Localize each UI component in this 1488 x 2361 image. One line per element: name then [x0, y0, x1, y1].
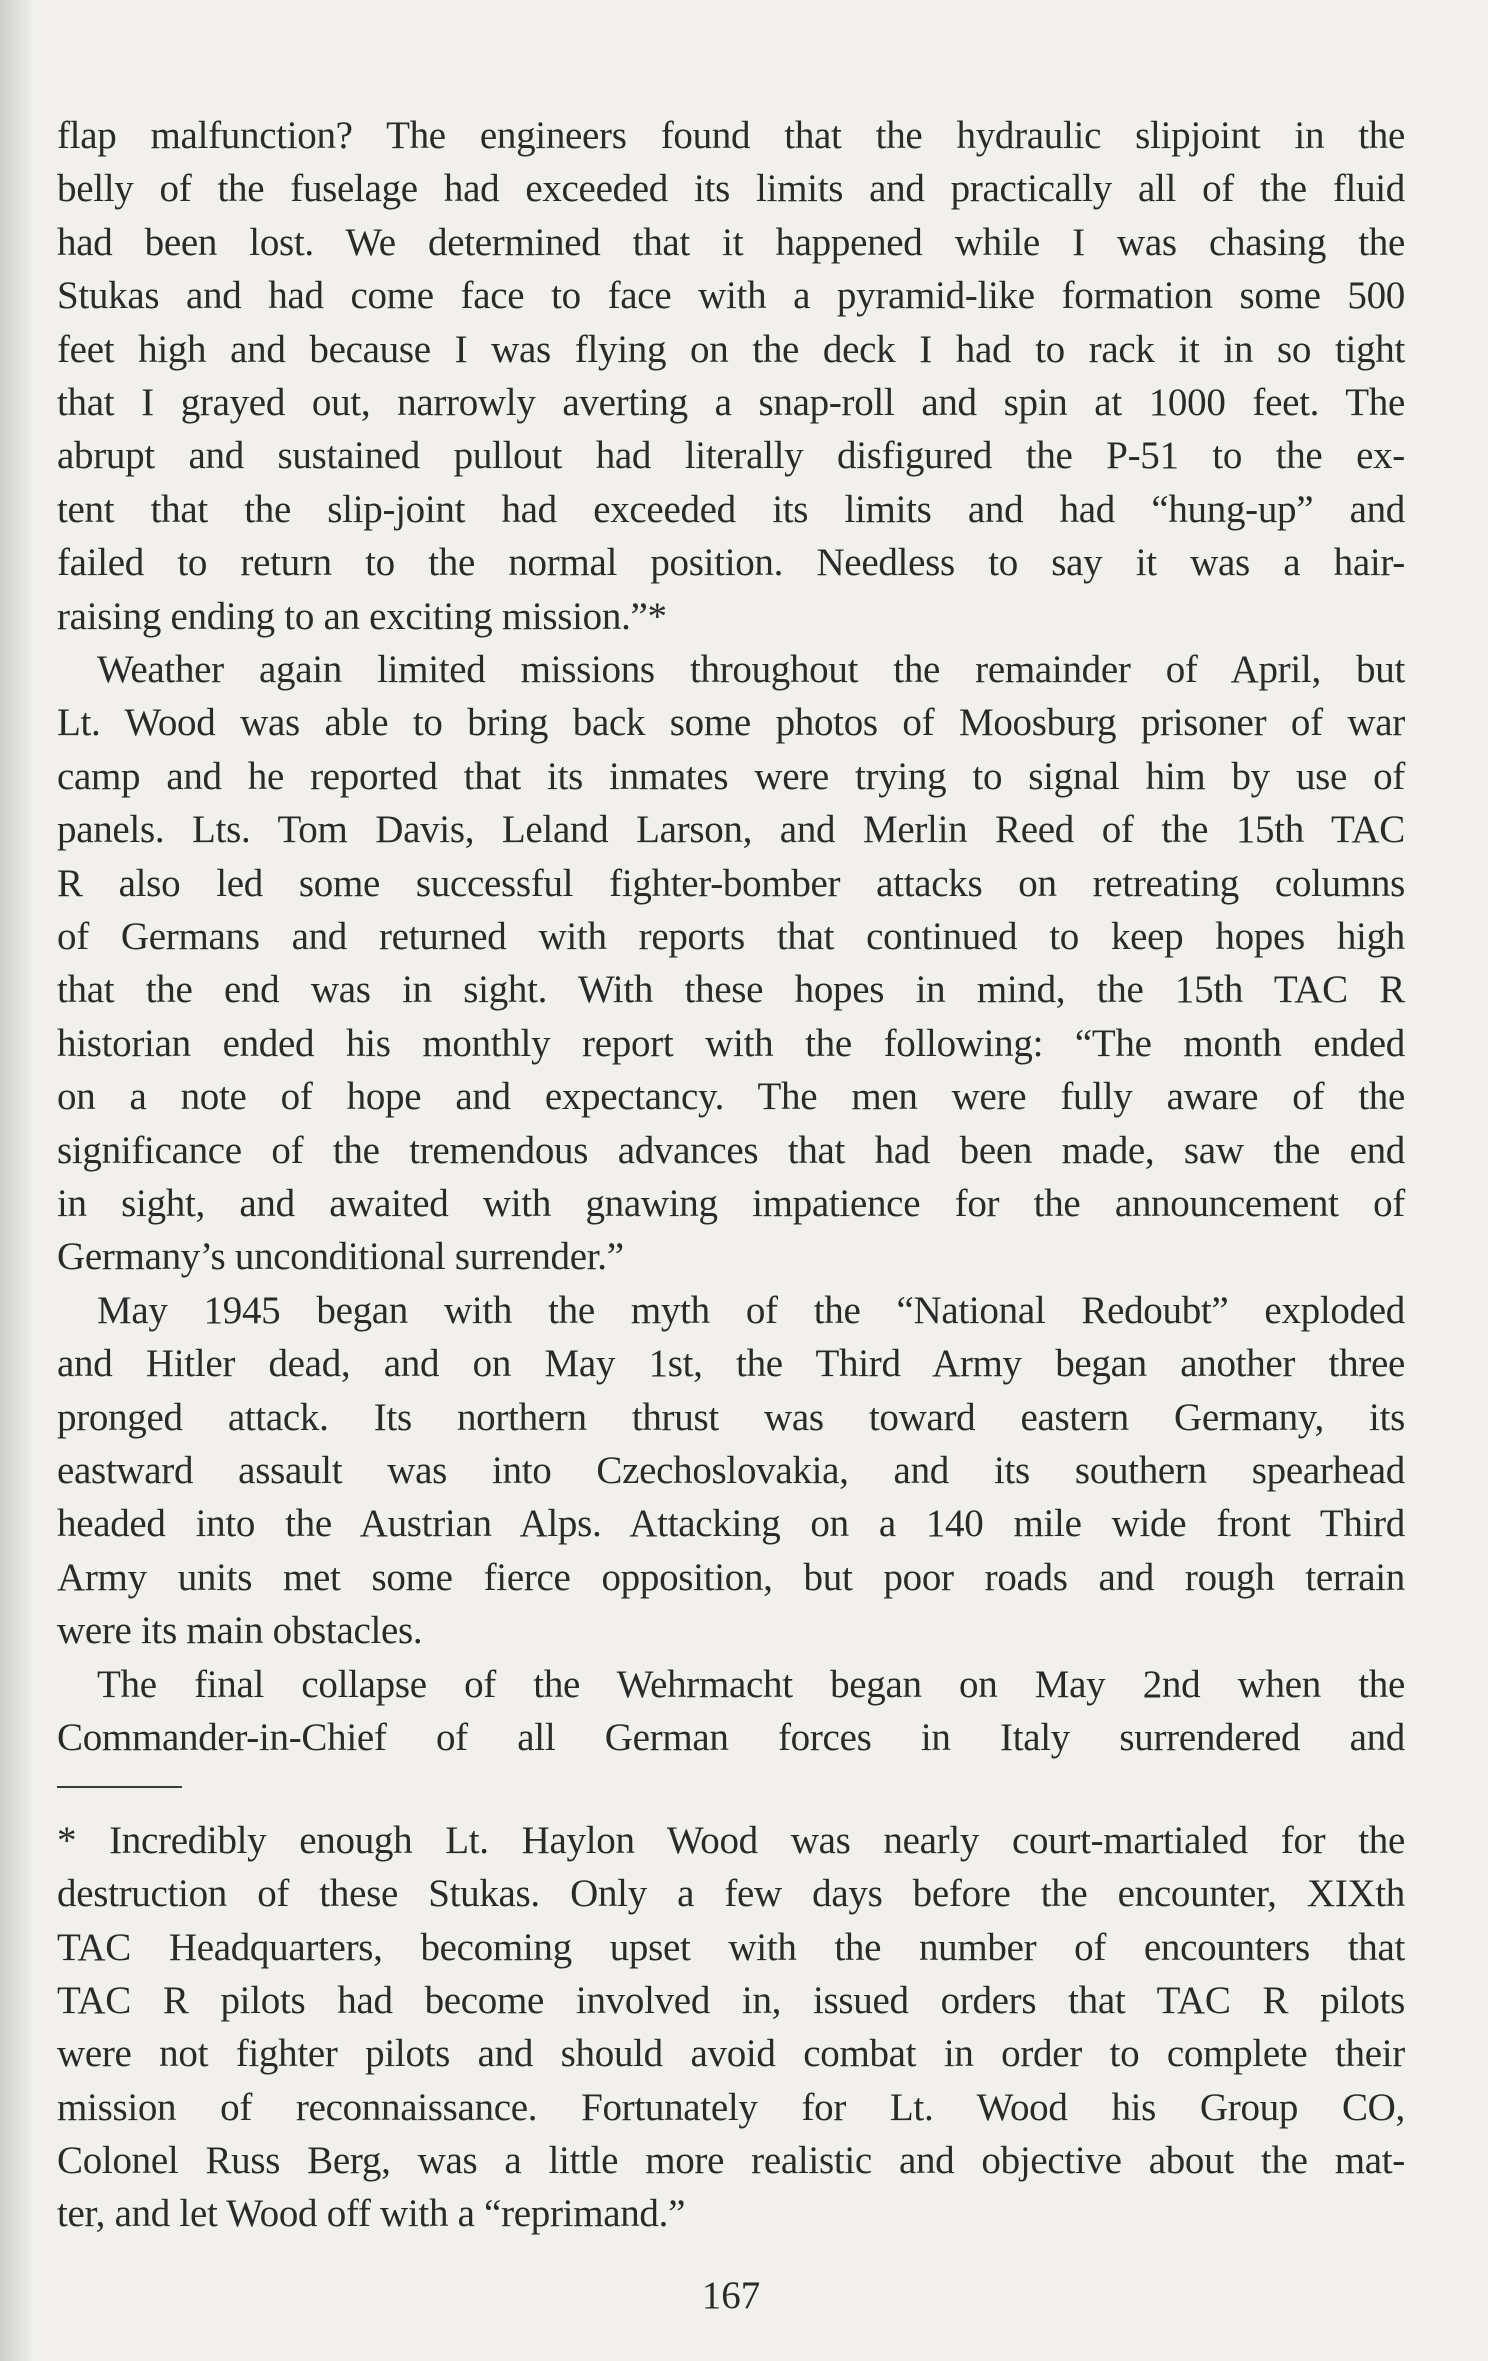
- body-line: camp and he reported that its inmates were trying to signal him by use of: [57, 754, 1405, 798]
- body-line: Army units met some fierce opposition, but poor roads and rough terrain: [57, 1555, 1405, 1599]
- page-edge-shadow: [0, 0, 34, 2361]
- body-line: that the end was in sight. With these hopes in mind, the 15th TAC R: [57, 968, 1405, 1012]
- body-line: significance of the tremendous advances that had been made, saw the end: [57, 1128, 1405, 1172]
- footnote-line: destruction of these Stukas. Only a few days before the encounter, XIXth: [57, 1872, 1405, 1916]
- body-line: Weather again limited missions throughout the remainder of April, but: [97, 648, 1405, 691]
- body-line: belly of the fuselage had exceeded its limits and practically all of the fluid: [57, 167, 1405, 211]
- footnote-line: TAC Headquarters, becoming upset with the number of encounters that: [57, 1925, 1405, 1969]
- body-line: R also led some successful fighter-bomber attacks on retreating columns: [57, 861, 1405, 905]
- body-line: eastward assault was into Czechoslovakia, and its southern spearhead: [57, 1449, 1405, 1492]
- body-line: that I grayed out, narrowly averting a snap-roll and spin at 1000 feet. The: [57, 381, 1405, 424]
- body-line: May 1945 began with the myth of the “National Redoubt” exploded: [97, 1288, 1405, 1332]
- body-line: flap malfunction? The engineers found that the hydraulic slipjoint in the: [57, 114, 1405, 157]
- body-line: Stukas and had come face to face with a pyramid-like formation some 500: [57, 274, 1405, 318]
- body-line: of Germans and returned with reports that continued to keep hopes high: [57, 915, 1405, 958]
- body-line: The final collapse of the Wehrmacht began on May 2nd when the: [97, 1662, 1405, 1706]
- footnote-separator-rule: [57, 1786, 182, 1788]
- body-line: and Hitler dead, and on May 1st, the Third Army began another three: [57, 1342, 1405, 1386]
- body-line: in sight, and awaited with gnawing impatience for the announcement of: [57, 1182, 1405, 1225]
- body-line: Germany’s unconditional surrender.”: [57, 1235, 624, 1279]
- footnote-line: mission of reconnaissance. Fortunately for Lt. Wood his Group CO,: [57, 2085, 1405, 2129]
- footnote-line: Colonel Russ Berg, was a little more realistic and objective about the mat-: [57, 2138, 1405, 2182]
- body-line: Commander-in-Chief of all German forces in Italy surrendered and: [57, 1716, 1405, 1759]
- body-line: Lt. Wood was able to bring back some photos of Moosburg prisoner of war: [57, 701, 1405, 745]
- body-line: tent that the slip-joint had exceeded its limits and had “hung-up” and: [57, 487, 1405, 531]
- body-line: pronged attack. Its northern thrust was toward eastern Germany, its: [57, 1395, 1405, 1439]
- body-line: had been lost. We determined that it happened while I was chasing the: [57, 220, 1405, 264]
- body-line: panels. Lts. Tom Davis, Leland Larson, and Merlin Reed of the 15th TAC: [57, 808, 1405, 852]
- body-line: failed to return to the normal position. Needless to say it was a hair-: [57, 541, 1405, 585]
- page-number: 167: [701, 2274, 761, 2317]
- footnote-line: ter, and let Wood off with a “reprimand.”: [57, 2192, 686, 2236]
- footnote-line: * Incredibly enough Lt. Haylon Wood was nearly court-martialed for the: [57, 1819, 1405, 1862]
- body-line: feet high and because I was flying on the deck I had to rack it in so tight: [57, 327, 1405, 371]
- body-line: raising ending to an exciting mission.”*: [57, 594, 667, 638]
- body-line: historian ended his monthly report with the following: “The month ended: [57, 1021, 1405, 1065]
- footnote-line: were not fighter pilots and should avoid combat in order to complete their: [57, 2032, 1405, 2076]
- body-line: on a note of hope and expectancy. The men were fully aware of the: [57, 1075, 1405, 1119]
- body-line: headed into the Austrian Alps. Attacking on a 140 mile wide front Third: [57, 1502, 1405, 1546]
- body-line: were its main obstacles.: [57, 1609, 423, 1653]
- footnote-line: TAC R pilots had become involved in, issued orders that TAC R pilots: [57, 1978, 1405, 2022]
- body-line: abrupt and sustained pullout had literally disfigured the P-51 to the ex-: [57, 434, 1405, 478]
